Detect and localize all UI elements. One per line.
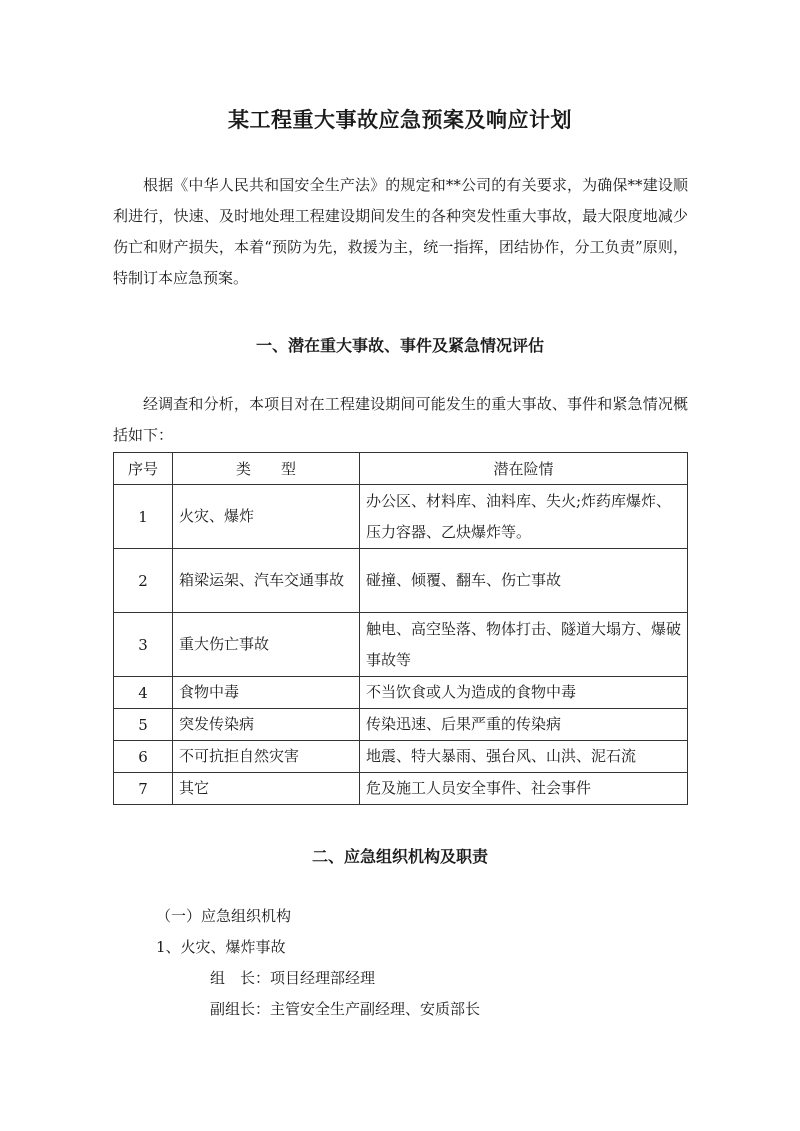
deputy-leader-line: 副组长：主管安全生产副经理、安质部长 (210, 1000, 481, 1018)
risk-table (113, 452, 688, 805)
row-index: 7 (114, 773, 173, 805)
header-index: 序号 (114, 453, 173, 485)
row-type: 重大伤亡事故 (173, 613, 360, 677)
row-risk: 不当饮食或人为造成的食物中毒 (360, 677, 688, 709)
row-index: 2 (114, 549, 173, 613)
table-header-row (114, 453, 688, 485)
row-risk: 触电、高空坠落、物体打击、隧道大塌方、爆破事故等 (360, 613, 688, 677)
table-row (114, 677, 688, 709)
table-row (114, 613, 688, 677)
item-fire-explosion: 1、火灾、爆炸事故 (156, 938, 286, 956)
table-row (114, 773, 688, 805)
row-index: 6 (114, 741, 173, 773)
row-index: 1 (114, 485, 173, 549)
document-title: 某工程重大事故应急预案及响应计划 (228, 108, 572, 132)
row-risk: 传染迅速、后果严重的传染病 (360, 709, 688, 741)
table-row (114, 741, 688, 773)
row-type: 火灾、爆炸 (173, 485, 360, 549)
row-risk: 危及施工人员安全事件、社会事件 (360, 773, 688, 805)
row-type: 不可抗拒自然灾害 (173, 741, 360, 773)
table-row (114, 709, 688, 741)
row-index: 5 (114, 709, 173, 741)
row-type: 箱梁运架、汽车交通事故 (173, 549, 360, 613)
section2-heading: 二、应急组织机构及职责 (311, 847, 488, 866)
row-risk: 办公区、材料库、油料库、失火;炸药库爆炸、压力容器、乙炔爆炸等。 (360, 485, 688, 549)
row-type: 突发传染病 (173, 709, 360, 741)
row-type: 食物中毒 (173, 677, 360, 709)
section1-heading: 一、潜在重大事故、事件及紧急情况评估 (255, 336, 544, 355)
section1-intro: 经调查和分析，本项目对在工程建设期间可能发生的重大事故、事件和紧急情况概括如下： (113, 395, 688, 444)
row-type: 其它 (173, 773, 360, 805)
table-row (114, 549, 688, 613)
team-leader-line: 组 长：项目经理部经理 (210, 969, 376, 987)
row-risk: 地震、特大暴雨、强台风、山洪、泥石流 (360, 741, 688, 773)
subsection-org: （一）应急组织机构 (156, 907, 292, 925)
row-risk: 碰撞、倾覆、翻车、伤亡事故 (360, 549, 688, 613)
header-risk: 潜在险情 (360, 453, 688, 485)
row-index: 3 (114, 613, 173, 677)
table-row (114, 485, 688, 549)
row-index: 4 (114, 677, 173, 709)
header-type: 类 型 (173, 453, 360, 485)
intro-paragraph: 根据《中华人民共和国安全生产法》的规定和**公司的有关要求，为确保**建设顺利进行，快速、及时地处理工程建设期间发生的各种突发性重大事故，最大限度地减少伤亡和财产损失，本着“预防为先，救援为主，统一指挥，团结协作，分工负责”原则，特制订本应急预案。 (113, 176, 688, 287)
